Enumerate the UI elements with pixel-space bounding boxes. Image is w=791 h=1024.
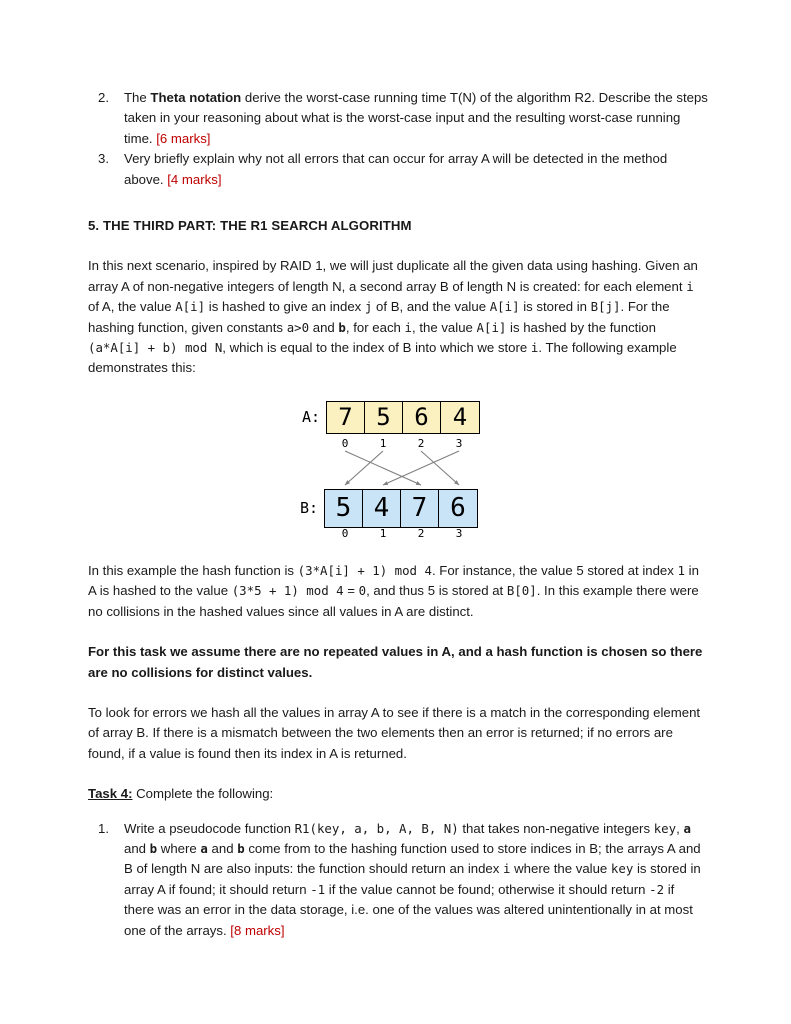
- text-run: . For the hashing function, given constants: [88, 299, 670, 335]
- array-a-index-row: [326, 437, 478, 450]
- text-run: is hashed by the function: [506, 319, 656, 335]
- spacer: [88, 805, 708, 819]
- code-text: -1: [310, 881, 326, 897]
- text-run: derive the worst-case running time T(N) of the algorithm R2. Describe the steps taken in your reasoning about what is the worst-case input and the resulting worst-case running time.: [124, 90, 708, 146]
- text-run: . The following example demonstrates this:: [88, 340, 677, 376]
- code-text: i: [503, 861, 511, 877]
- code-text: b: [237, 840, 245, 856]
- text-run: Very briefly explain why not all errors that can occur for array A will be detected in the method above.: [124, 151, 668, 187]
- array-a-cell: 6: [403, 402, 441, 433]
- array-a-index: 1: [379, 436, 387, 450]
- list-item-number: 3.: [98, 151, 109, 167]
- section-heading: 5. THE THIRD PART: THE R1 SEARCH ALGORITHM: [88, 218, 412, 234]
- text-run: and: [124, 840, 150, 856]
- array-b-index: 2: [417, 526, 425, 540]
- array-a-index: 2: [417, 436, 425, 450]
- array-a: [300, 401, 480, 434]
- code-text: A[i]: [476, 319, 507, 335]
- text-run: where the value: [510, 861, 611, 877]
- code-text: key: [653, 820, 677, 836]
- text-run: if the value cannot be found; otherwise it should return: [325, 881, 650, 897]
- code-text: j: [364, 299, 373, 315]
- list-item-text: [124, 151, 667, 186]
- array-a-cell: 5: [365, 402, 403, 433]
- example-paragraph: [88, 561, 708, 622]
- mapping-arrow: [421, 451, 459, 485]
- bold-text: Theta notation: [150, 90, 242, 105]
- text-run: , which is equal to the index of B into which we store: [222, 340, 531, 356]
- text-run: that takes non-negative integers: [458, 820, 654, 836]
- code-text: A[i]: [175, 299, 206, 315]
- code-text: (3*5 + 1) mod 4: [231, 583, 344, 599]
- task-intro: Complete the following:: [132, 786, 274, 802]
- list-item-number: 1.: [98, 820, 109, 836]
- code-text: a>0: [286, 319, 310, 335]
- list-item: [88, 149, 708, 190]
- text-run: in A is hashed to the value: [88, 562, 699, 599]
- array-b-index: 1: [379, 526, 387, 540]
- spacer: [88, 236, 708, 256]
- array-b-cells: [324, 489, 478, 528]
- marks-tag: [4 marks]: [167, 171, 222, 187]
- mapping-arrow: [345, 451, 383, 485]
- spacer: [88, 379, 708, 399]
- spacer: [88, 190, 708, 216]
- task-line: [88, 784, 708, 804]
- mapping-arrow: [345, 451, 421, 485]
- code-text: B[0]: [506, 583, 537, 599]
- numbered-list-bottom: [88, 819, 708, 941]
- text-run: , the value: [412, 319, 477, 335]
- text-run: ,: [676, 820, 684, 836]
- array-a-index: 0: [341, 436, 349, 450]
- code-text: b: [149, 840, 158, 856]
- array-a-cell: 7: [327, 402, 365, 433]
- text-run: and: [309, 319, 339, 335]
- text-run: is stored in: [519, 299, 591, 315]
- list-item-text: [124, 821, 701, 938]
- code-text: 1: [677, 562, 685, 578]
- errors-paragraph: To look for errors we hash all the values in array A to see if there is a match in the corresponding element of array B. If there is a mismatch between the two elements then an error is returned; if no errors are found, if a value is found then its index in A is returned.: [88, 704, 701, 761]
- array-a-cell: 4: [441, 402, 479, 433]
- spacer: [88, 551, 708, 561]
- text-run: , for each: [345, 319, 405, 335]
- array-hash-diagram: [88, 399, 708, 551]
- spacer: [88, 622, 708, 642]
- text-run: if there was an error in the data storage, i.e. one of the values was altered unintentionally in at most one of the arrays.: [124, 881, 693, 938]
- text-run: , and thus 5 is stored at: [366, 583, 507, 599]
- code-text: i: [530, 340, 539, 356]
- spacer: [88, 683, 708, 703]
- marks-tag: [8 marks]: [230, 922, 285, 938]
- text-run: In this example the hash function is: [88, 562, 298, 578]
- code-text: A[i]: [489, 299, 520, 315]
- text-run: Write a pseudocode function: [124, 820, 295, 836]
- code-text: (a*A[i] + b) mod N: [88, 340, 223, 356]
- text-run: of B, and the value: [372, 299, 490, 315]
- array-b-cell: 6: [439, 490, 477, 527]
- numbered-list-top: [88, 88, 708, 190]
- text-run: is hashed to give an index: [205, 299, 365, 315]
- code-text: b: [338, 319, 346, 335]
- array-b-index-row: [326, 527, 478, 540]
- text-run: and: [207, 840, 238, 856]
- array-b-cell: 7: [401, 490, 439, 527]
- list-item: [88, 88, 708, 149]
- array-b: [298, 489, 478, 528]
- code-text: 0: [358, 583, 367, 599]
- array-b-cell: 5: [325, 490, 363, 527]
- mapping-arrow: [383, 451, 459, 485]
- text-run: In this next scenario, inspired by RAID 1, we will just duplicate all the given data using hashing. Given an array A of non-negative integers of length N, a second array B of length N is created: for each element: [88, 258, 698, 294]
- marks-tag: [6 marks]: [156, 130, 211, 146]
- text-run: . In this example there were no collisions in the hashed values since all values in A are distinct.: [88, 583, 699, 619]
- code-text: B[j]: [590, 299, 621, 315]
- code-text: R1(key, a, b, A, B, N): [294, 820, 459, 836]
- text-run: is stored in array A if found; it should return: [124, 861, 701, 897]
- array-a-label: A:: [301, 408, 320, 427]
- code-text: i: [686, 278, 694, 294]
- task-label: Task 4:: [88, 786, 133, 802]
- list-item: [88, 819, 708, 941]
- code-text: key: [610, 861, 634, 877]
- code-text: a: [683, 820, 691, 836]
- array-a-index: 3: [455, 436, 463, 450]
- intro-paragraph: [88, 256, 708, 378]
- code-text: (3*A[i] + 1) mod 4: [297, 562, 432, 578]
- code-text: i: [404, 319, 413, 335]
- array-a-cells: [326, 401, 480, 434]
- array-b-index: 3: [455, 526, 463, 540]
- code-text: a: [200, 840, 208, 856]
- spacer: [88, 764, 708, 784]
- list-item-number: 2.: [98, 90, 109, 105]
- array-b-index: 0: [341, 526, 349, 540]
- text-run: of A, the value: [88, 299, 176, 315]
- text-run: come from to the hashing function used to store indices in B; the arrays A and B of length N are also inputs: the function should return an index: [124, 840, 701, 877]
- text-run: The: [124, 90, 151, 105]
- code-text: -2: [649, 881, 665, 897]
- assumption-paragraph: For this task we assume there are no repeated values in A, and a hash function is chosen so there are no collisions for distinct values.: [88, 644, 703, 680]
- array-b-cell: 4: [363, 490, 401, 527]
- text-run: . For instance, the value 5 stored at index: [431, 562, 678, 578]
- text-run: where: [157, 840, 201, 856]
- list-item-text: [124, 90, 708, 146]
- text-run: =: [343, 583, 359, 599]
- array-b-label: B:: [299, 499, 318, 518]
